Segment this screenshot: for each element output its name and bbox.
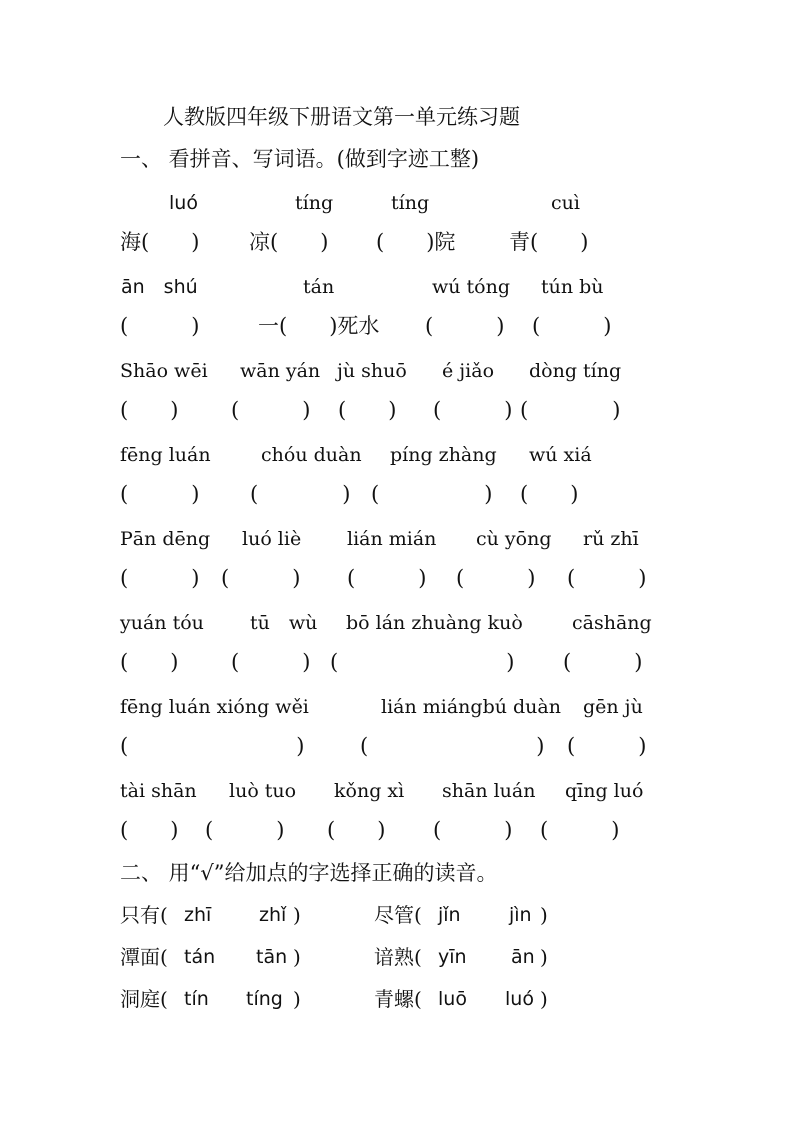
close-paren: ) bbox=[540, 903, 548, 927]
pinyin-option-a[interactable]: jǐn bbox=[438, 904, 461, 926]
choice-item bbox=[0, 905, 800, 939]
answer-blank: ( ) bbox=[425, 314, 505, 338]
pinyin-option-a[interactable]: zhī bbox=[184, 904, 212, 926]
choice-item bbox=[0, 989, 800, 1023]
close-paren: ) bbox=[540, 987, 548, 1011]
answer-blank: ( ) bbox=[221, 566, 301, 590]
pinyin-text: kǒng xì bbox=[334, 780, 405, 802]
choice-item bbox=[0, 947, 800, 981]
choice-word: 潭面 bbox=[120, 945, 160, 969]
page-title: 人教版四年级下册语文第一单元练习题 bbox=[163, 105, 520, 129]
answer-blank: ( ) bbox=[120, 650, 179, 674]
answer-blank: 海( ) bbox=[120, 230, 200, 254]
choice-word: 谙熟 bbox=[374, 945, 414, 969]
pinyin-option-a[interactable]: yīn bbox=[438, 946, 467, 968]
answer-blank: ( ) bbox=[250, 482, 351, 506]
answer-row bbox=[0, 484, 800, 518]
answer-blank: ( ) bbox=[120, 734, 305, 758]
answer-blank: ( ) bbox=[120, 482, 200, 506]
pinyin-option-a[interactable]: tán bbox=[184, 946, 216, 968]
pinyin-text: bō lán zhuàng kuò bbox=[346, 612, 523, 634]
pinyin-text: ān shú bbox=[121, 276, 198, 298]
pinyin-text: chóu duàn bbox=[261, 444, 362, 466]
pinyin-text: píng zhàng bbox=[390, 444, 497, 466]
open-paren: ( bbox=[160, 903, 168, 927]
pinyin-option-b[interactable]: zhǐ bbox=[259, 904, 287, 926]
choice-word: 洞庭 bbox=[120, 987, 160, 1011]
answer-blank: ( ) bbox=[205, 818, 285, 842]
open-paren: ( bbox=[160, 945, 168, 969]
pinyin-option-b[interactable]: tān bbox=[256, 946, 288, 968]
answer-blank: ( ) bbox=[520, 398, 621, 422]
close-paren: ) bbox=[293, 987, 301, 1011]
pinyin-text: lián miángbú duàn bbox=[381, 696, 561, 718]
pinyin-text: fēng luán xióng wěi bbox=[120, 696, 309, 718]
pinyin-text: é jiǎo bbox=[442, 360, 495, 382]
choice-word: 只有 bbox=[120, 903, 160, 927]
pinyin-option-a[interactable]: tín bbox=[184, 988, 209, 1010]
pinyin-row bbox=[0, 530, 800, 564]
pinyin-text: wān yán bbox=[240, 360, 321, 382]
open-paren: ( bbox=[160, 987, 168, 1011]
pinyin-row bbox=[0, 446, 800, 480]
pinyin-text: cuì bbox=[551, 192, 580, 214]
pinyin-text: cāshāng bbox=[572, 612, 652, 634]
open-paren: ( bbox=[414, 903, 422, 927]
pinyin-row bbox=[0, 362, 800, 396]
open-paren: ( bbox=[414, 945, 422, 969]
choice-word: 尽管 bbox=[374, 903, 414, 927]
pinyin-text: rǔ zhī bbox=[583, 528, 639, 550]
pinyin-option-b[interactable]: tíng bbox=[246, 988, 283, 1010]
section2-heading: 二、 用“√”给加点的字选择正确的读音。 bbox=[120, 861, 498, 885]
answer-blank: ( ) bbox=[120, 314, 200, 338]
pinyin-row bbox=[0, 278, 800, 312]
answer-blank: ( ) bbox=[120, 566, 200, 590]
pinyin-text: yuán tóu bbox=[120, 612, 204, 634]
pinyin-text: cù yōng bbox=[476, 528, 552, 550]
pinyin-text: jù shuō bbox=[337, 360, 407, 382]
answer-blank: ( ) bbox=[563, 650, 643, 674]
pinyin-text: Pān dēng bbox=[120, 528, 211, 550]
pinyin-text: wú tóng bbox=[432, 276, 511, 298]
pinyin-option-b[interactable]: jìn bbox=[509, 904, 532, 926]
answer-blank: ( ) bbox=[456, 566, 536, 590]
pinyin-option-b[interactable]: luó bbox=[505, 988, 534, 1010]
pinyin-text: tíng bbox=[391, 192, 430, 214]
answer-blank: ( ) bbox=[120, 818, 179, 842]
pinyin-text: qīng luó bbox=[565, 780, 644, 802]
answer-blank: ( ) bbox=[532, 314, 612, 338]
pinyin-row bbox=[0, 782, 800, 816]
close-paren: ) bbox=[293, 903, 301, 927]
answer-row bbox=[0, 736, 800, 770]
answer-row bbox=[0, 400, 800, 434]
pinyin-text: lián mián bbox=[347, 528, 437, 550]
answer-blank: ( ) bbox=[540, 818, 620, 842]
pinyin-text: luò tuo bbox=[229, 780, 297, 802]
pinyin-text: tíng bbox=[295, 192, 334, 214]
pinyin-row bbox=[0, 194, 800, 228]
answer-blank: 凉( ) bbox=[249, 230, 329, 254]
pinyin-text: tán bbox=[303, 276, 335, 298]
answer-blank: ( ) bbox=[327, 818, 386, 842]
answer-blank: 一( )死水 bbox=[258, 314, 380, 338]
pinyin-text: luó liè bbox=[242, 528, 302, 550]
answer-blank: ( ) bbox=[520, 482, 579, 506]
answer-blank: ( ) bbox=[567, 734, 647, 758]
pinyin-text: shān luán bbox=[442, 780, 536, 802]
answer-row bbox=[0, 652, 800, 686]
pinyin-option-b[interactable]: ān bbox=[511, 946, 535, 968]
answer-blank: ( ) bbox=[231, 398, 311, 422]
close-paren: ) bbox=[293, 945, 301, 969]
answer-row bbox=[0, 568, 800, 602]
answer-blank: ( ) bbox=[567, 566, 647, 590]
answer-row bbox=[0, 316, 800, 350]
pinyin-text: wú xiá bbox=[529, 444, 592, 466]
answer-blank: 青( ) bbox=[509, 230, 589, 254]
pinyin-text: gēn jù bbox=[583, 696, 643, 718]
answer-row bbox=[0, 232, 800, 266]
answer-blank: ( ) bbox=[231, 650, 311, 674]
pinyin-text: luó bbox=[169, 192, 198, 214]
answer-blank: ( ) bbox=[371, 482, 493, 506]
answer-blank: ( ) bbox=[347, 566, 427, 590]
pinyin-text: tún bù bbox=[541, 276, 604, 298]
open-paren: ( bbox=[414, 987, 422, 1011]
answer-blank: ( ) bbox=[330, 650, 515, 674]
answer-blank: ( ) bbox=[433, 398, 513, 422]
pinyin-row bbox=[0, 698, 800, 732]
answer-row bbox=[0, 820, 800, 854]
answer-blank: ( ) bbox=[120, 398, 179, 422]
choice-word: 青螺 bbox=[374, 987, 414, 1011]
answer-blank: ( )院 bbox=[376, 230, 456, 254]
pinyin-text: tài shān bbox=[120, 780, 197, 802]
pinyin-option-a[interactable]: luō bbox=[438, 988, 467, 1010]
close-paren: ) bbox=[540, 945, 548, 969]
pinyin-text: dòng tíng bbox=[529, 360, 622, 382]
section1-heading: 一、 看拼音、写词语。(做到字迹工整) bbox=[120, 147, 480, 171]
pinyin-text: fēng luán bbox=[120, 444, 211, 466]
pinyin-row bbox=[0, 614, 800, 648]
answer-blank: ( ) bbox=[433, 818, 513, 842]
pinyin-text: tū wù bbox=[250, 612, 318, 634]
answer-blank: ( ) bbox=[360, 734, 545, 758]
pinyin-text: Shāo wēi bbox=[120, 360, 208, 382]
answer-blank: ( ) bbox=[338, 398, 397, 422]
